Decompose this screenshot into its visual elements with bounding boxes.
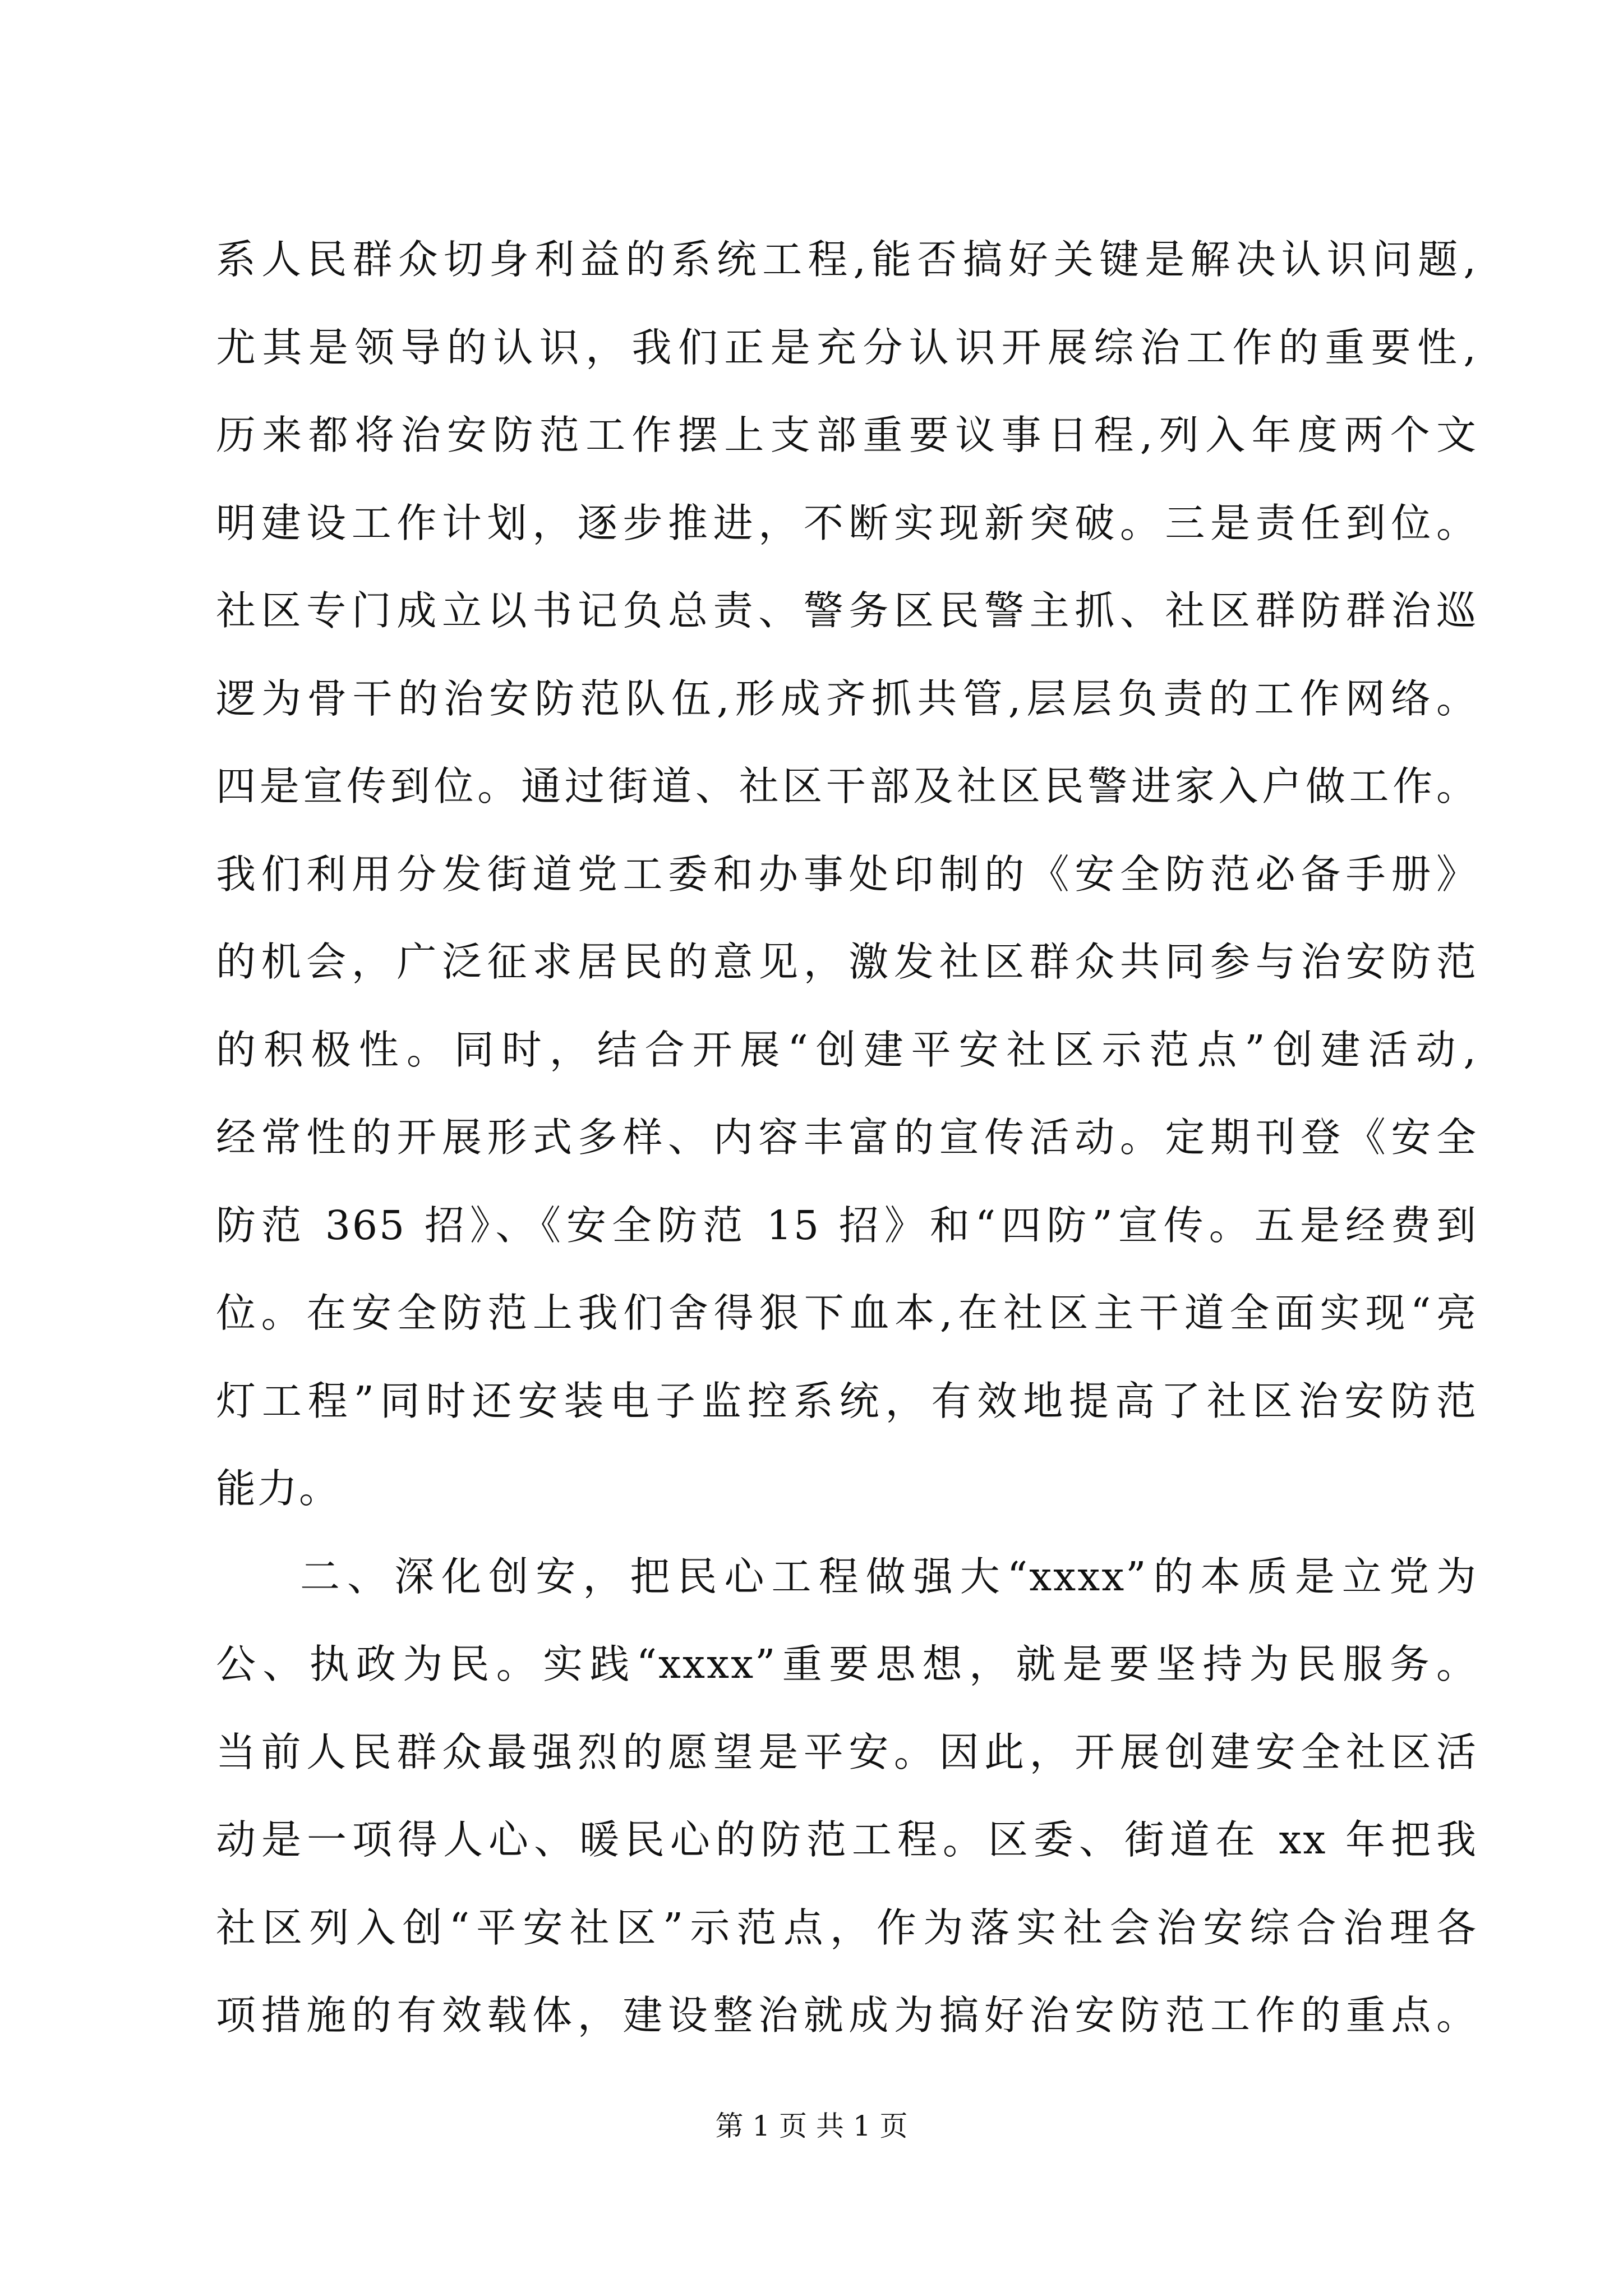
text-line: 历来都将治安防范工作摆上支部重要议事日程,列入年度两个文 — [216, 412, 1478, 458]
text-line: 当前人民群众最强烈的愿望是平安。因此，开展创建安全社区活 — [216, 1728, 1478, 1775]
text-line: 尤其是领导的认识，我们正是充分认识开展综治工作的重要性, — [216, 324, 1478, 371]
text-line: 社区专门成立以书记负总责、警务区民警主抓、社区群防群治巡 — [216, 587, 1478, 634]
text-line: 的机会，广泛征求居民的意见，激发社区群众共同参与治安防范 — [216, 938, 1478, 985]
text-line: 四是宣传到位。通过街道、社区干部及社区民警进家入户做工作。 — [216, 763, 1478, 809]
text-line: 能力。 — [216, 1465, 341, 1512]
text-line: 灯工程”同时还安装电子监控系统，有效地提高了社区治安防范 — [216, 1377, 1478, 1424]
text-line: 项措施的有效载体，建设整治就成为搞好治安防范工作的重点。 — [216, 1992, 1478, 2039]
body-text — [216, 216, 1478, 2060]
text-line: 系人民群众切身利益的系统工程,能否搞好关键是解决认识问题, — [216, 236, 1478, 283]
text-line: 经常性的开展形式多样、内容丰富的宣传活动。定期刊登《安全 — [216, 1114, 1478, 1161]
paragraph-first-line: 二、深化创安，把民心工程做强大“xxxx”的本质是立党为 — [300, 1553, 1478, 1600]
text-line: 防范 365 招》、《安全防范 15 招》和“四防”宣传。五是经费到 — [216, 1202, 1478, 1249]
text-line: 我们利用分发街道党工委和办事处印制的《安全防范必备手册》 — [216, 850, 1478, 898]
text-line: 明建设工作计划，逐步推进，不断实现新突破。三是责任到位。 — [216, 499, 1478, 546]
text-line: 逻为骨干的治安防范队伍,形成齐抓共管,层层负责的工作网络。 — [216, 675, 1478, 722]
text-line: 公、执政为民。实践“xxxx”重要思想，就是要坚持为民服务。 — [216, 1641, 1478, 1687]
text-line: 位。在安全防范上我们舍得狠下血本,在社区主干道全面实现“亮 — [216, 1290, 1478, 1336]
text-line: 的积极性。同时，结合开展“创建平安社区示范点”创建活动, — [216, 1026, 1478, 1073]
text-line: 社区列入创“平安社区”示范点，作为落实社会治安综合治理各 — [216, 1904, 1478, 1951]
page-number-footer: 第 1 页 共 1 页 — [715, 2110, 908, 2142]
text-line: 动是一项得人心、暖民心的防范工程。区委、街道在 xx 年把我 — [216, 1816, 1478, 1863]
